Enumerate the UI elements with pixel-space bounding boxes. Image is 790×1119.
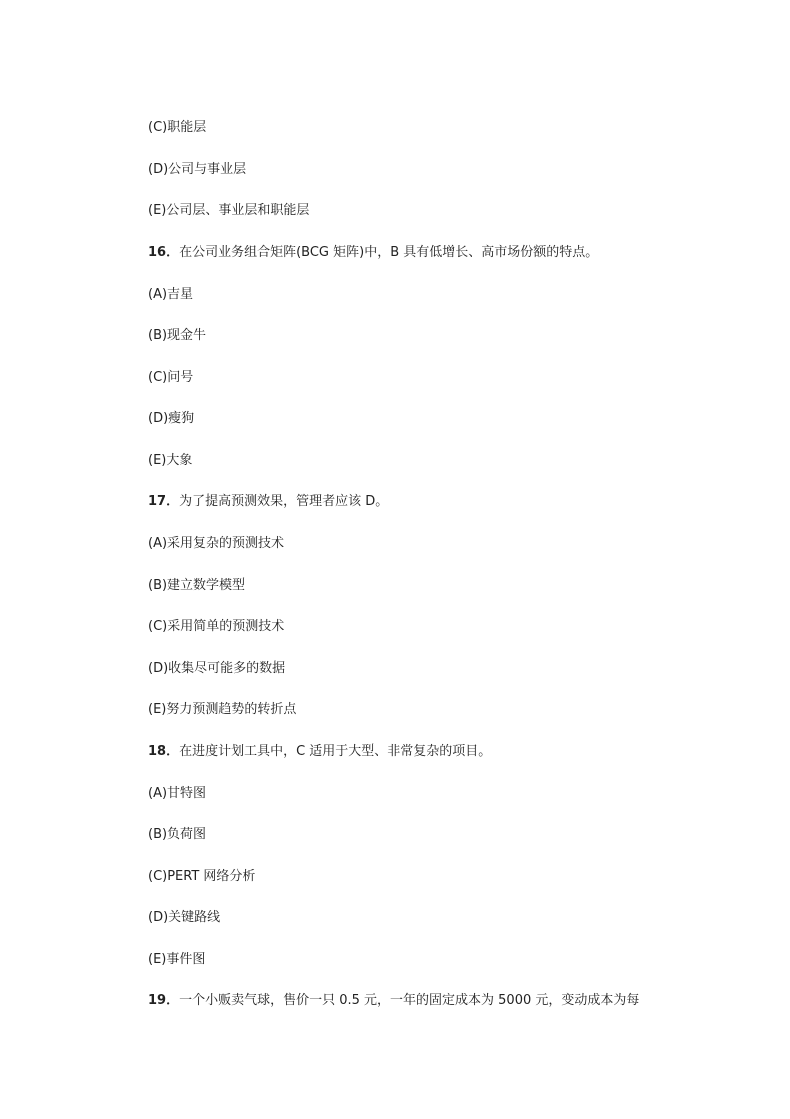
- question-18-option-e: (E)事件图: [148, 952, 206, 967]
- question-17-option-e: (E)努力预测趋势的转折点: [148, 702, 297, 717]
- question-17-option-a: (A)采用复杂的预测技术: [148, 536, 285, 551]
- question-19-number: 19．: [148, 993, 180, 1008]
- question-18-option-b: (B)负荷图: [148, 827, 207, 842]
- question-16-option-a: (A)吉星: [148, 287, 194, 302]
- question-17-option-d: (D)收集尽可能多的数据: [148, 661, 286, 676]
- question-16-option-c: (C)问号: [148, 370, 194, 385]
- question-18: [148, 743, 491, 761]
- question-18-option-a: (A)甘特图: [148, 786, 207, 801]
- question-18-number: 18．: [148, 744, 180, 759]
- option-e-all-levels: (E)公司层、事业层和职能层: [148, 203, 310, 218]
- question-17-text: 为了提高预测效果，管理者应该 D。: [179, 494, 389, 509]
- question-16-option-d: (D)瘦狗: [148, 411, 195, 426]
- question-18-option-c: (C)PERT 网络分析: [148, 869, 256, 884]
- option-d-company-and-business-level: (D)公司与事业层: [148, 162, 247, 177]
- option-c-functional-level: (C)职能层: [148, 120, 207, 135]
- question-16: [148, 244, 598, 262]
- question-16-option-b: (B)现金牛: [148, 328, 207, 343]
- question-16-text: 在公司业务组合矩阵(BCG 矩阵)中，B 具有低增长、高市场份额的特点。: [179, 245, 599, 260]
- question-16-number: 16．: [148, 245, 180, 260]
- question-17-number: 17．: [148, 494, 180, 509]
- question-17-option-b: (B)建立数学模型: [148, 578, 246, 593]
- question-17-option-c: (C)采用简单的预测技术: [148, 619, 285, 634]
- question-18-option-d: (D)关键路线: [148, 910, 221, 925]
- question-17: [148, 493, 388, 511]
- question-19: [148, 992, 639, 1010]
- question-19-text: 一个小贩卖气球，售价一只 0.5 元，一年的固定成本为 5000 元，变动成本为每: [179, 993, 640, 1008]
- question-18-text: 在进度计划工具中，C 适用于大型、非常复杂的项目。: [179, 744, 492, 759]
- question-16-option-e: (E)大象: [148, 453, 193, 468]
